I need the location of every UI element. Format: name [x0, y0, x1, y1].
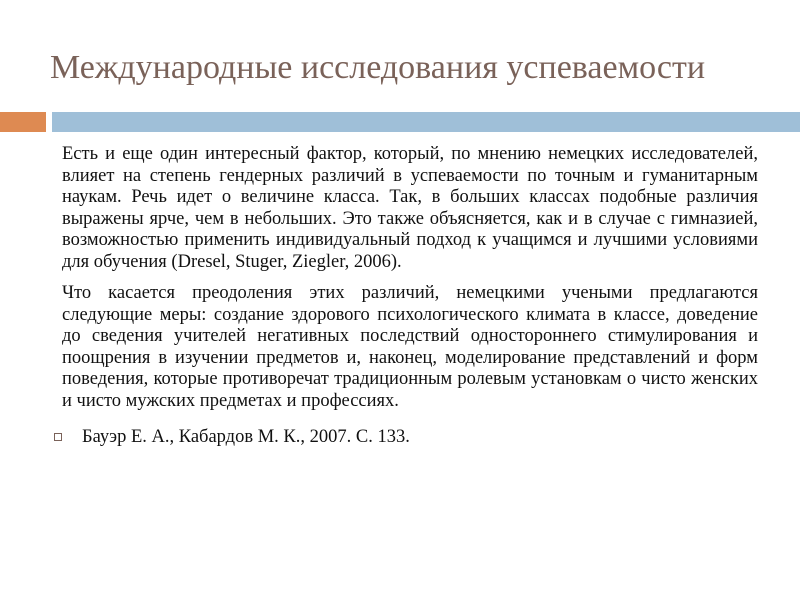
hollow-square-icon [54, 433, 62, 441]
body-paragraph-1: Есть и еще один интересный фактор, который, по мнению немецких исследователей, влияет на степень гендерных различий в успеваемости по точным и гуманитарным наукам. Речь идет о величине класса. Так, в больших классах подобные различия выражены ярче, чем в небольших. Это также объясняется, как и в случае с гимназией, возможностью применить индивидуальный подход к учащимся и лучшими условиями для обучения (Dresel, Stuger, Ziegler, 2006). [62, 144, 758, 272]
slide-title: Международные исследования успеваемости [50, 49, 706, 86]
title-rule-bar [52, 112, 800, 132]
citation-text: Бауэр Е. А., Кабардов М. К., 2007. С. 133. [82, 427, 410, 447]
slide-body [62, 144, 758, 448]
citation-bullet [54, 426, 758, 448]
accent-bar [0, 112, 46, 132]
body-paragraph-2: Что касается преодоления этих различий, немецкими учеными предлагаются следующие меры: создание здорового психологического климата в классе, доведение до сведения учителей негативных последствий одностороннего стимулирования и поощрения в изучении предметов и, наконец, моделирование представлений и форм поведения, которые противоречат традиционным ролевым установкам о чисто женских и чисто мужских предметах и профессиях. [62, 283, 758, 411]
